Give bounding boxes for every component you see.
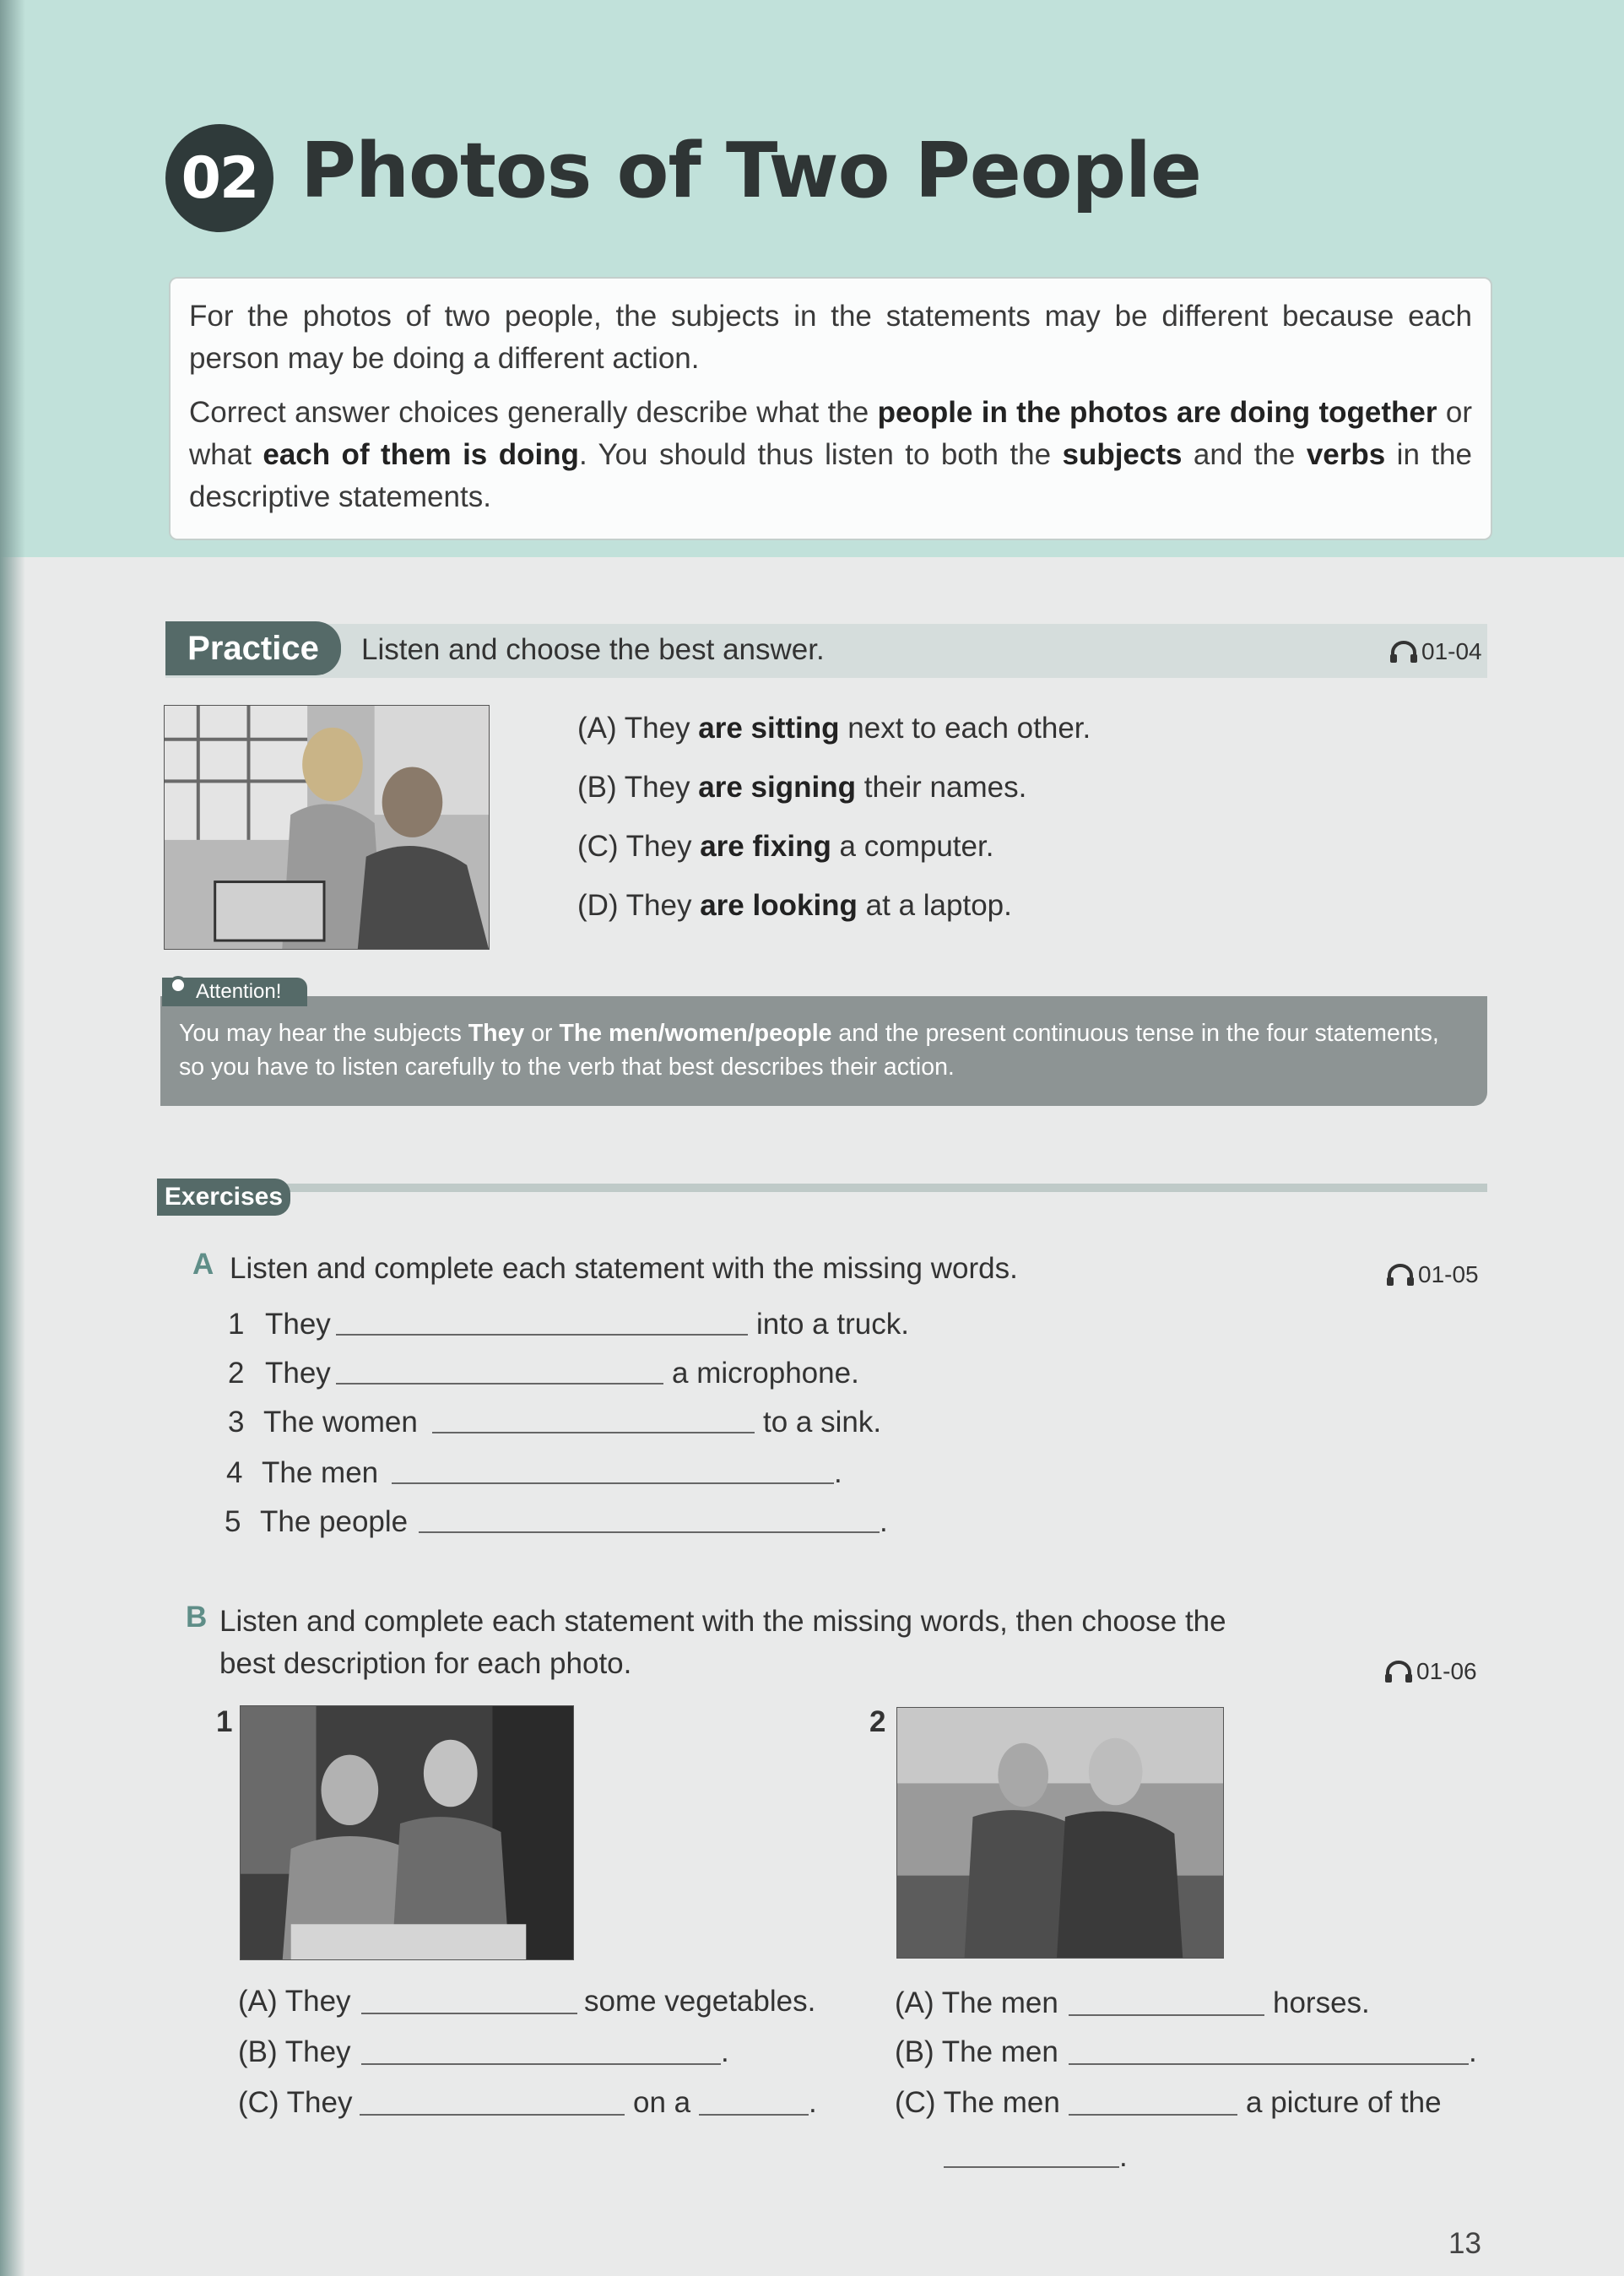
intro-text: Correct answer choices generally describe what the [189, 396, 878, 429]
photo2-option-b-after: . [1469, 2035, 1477, 2068]
choice-c[interactable] [577, 826, 1091, 885]
page-number: 13 [1448, 2227, 1481, 2260]
choice-verb: are sitting [698, 712, 840, 745]
headphones-icon [1386, 1264, 1415, 1286]
intro-text: and the [1182, 438, 1307, 471]
exercises-label: Exercises [157, 1179, 290, 1216]
choice-verb: are signing [698, 771, 856, 804]
item-a3-blank[interactable] [432, 1432, 755, 1433]
item-a3-after: to a sink. [763, 1406, 882, 1439]
lesson-number-badge: 02 [165, 124, 273, 232]
item-a4-blank[interactable] [392, 1482, 834, 1484]
attention-bold: The men/women/people [559, 1020, 832, 1047]
photo-2-number: 2 [869, 1705, 886, 1738]
item-a3-subject: The women [263, 1406, 418, 1439]
attention-text: or [524, 1020, 560, 1047]
photo2-option-b-label: (B) The men [895, 2035, 1058, 2068]
item-a2-blank[interactable] [336, 1383, 663, 1385]
headphones-icon [1384, 1661, 1413, 1683]
item-a5-blank[interactable] [419, 1531, 880, 1533]
photo2-option-a-label: (A) The men [895, 1986, 1058, 2019]
photo2-option-c-continuation-blank[interactable] [944, 2166, 1119, 2168]
practice-choices [577, 707, 1091, 944]
choice-text: (B) They [577, 771, 699, 804]
choice-text: (C) They [577, 830, 701, 863]
choice-b[interactable] [577, 767, 1091, 826]
item-a4-number: 4 [226, 1456, 243, 1489]
photo1-option-c-label: (C) They [238, 2086, 353, 2119]
section-b-instruction-line1: Listen and complete each statement with the missing words, then choose the [219, 1605, 1226, 1638]
choice-verb: are fixing [700, 830, 831, 863]
audio-track-number: 01-04 [1421, 638, 1482, 664]
attention-label: Attention! [162, 978, 307, 1006]
photo2-option-b-blank[interactable] [1069, 2063, 1469, 2065]
section-b-instruction-line2: best description for each photo. [219, 1647, 632, 1680]
photo1-option-a-label: (A) They [238, 1985, 351, 2018]
audio-track-number: 01-06 [1416, 1658, 1477, 1684]
photo2-option-c-blank[interactable] [1069, 2114, 1237, 2116]
photo1-option-b-blank[interactable] [361, 2063, 721, 2065]
headphones-icon [1389, 641, 1418, 663]
magnifier-icon [167, 974, 194, 1001]
item-a1-after: into a truck. [756, 1308, 909, 1341]
photo1-option-a-after: some vegetables. [584, 1985, 816, 2018]
photo2-option-c-label: (C) The men [895, 2086, 1060, 2119]
section-a-letter: A [192, 1248, 214, 1281]
intro-text: or what [189, 396, 1472, 471]
exercise-photo-1 [240, 1705, 574, 1960]
section-a-audio-track[interactable] [1386, 1261, 1479, 1288]
choice-verb: are looking [700, 889, 858, 922]
intro-bold: each of them is doing [263, 438, 579, 471]
item-a1-number: 1 [228, 1308, 245, 1341]
item-a1-subject: They [265, 1308, 331, 1341]
section-b-letter: B [186, 1601, 208, 1634]
photo1-option-c-blank-1[interactable] [360, 2114, 625, 2116]
intro-paragraph-2 [189, 392, 1472, 518]
attention-text: You may hear the subjects [179, 1020, 468, 1047]
intro-paragraph-1: For the photos of two people, the subjects in the statements may be different because each person may be doing a different action. [189, 300, 1472, 375]
photo2-option-a-blank[interactable] [1069, 2014, 1264, 2016]
choice-text: at a laptop. [857, 889, 1012, 922]
item-a2-number: 2 [228, 1357, 245, 1390]
photo-placeholder-icon [241, 1706, 573, 1959]
section-b-instruction [219, 1601, 1226, 1685]
page-edge-shadow [0, 0, 25, 2276]
practice-audio-track[interactable] [1389, 638, 1482, 665]
item-a2-subject: They [265, 1357, 331, 1390]
section-b-audio-track[interactable] [1384, 1658, 1477, 1685]
intro-bold: subjects [1062, 438, 1183, 471]
choice-text: next to each other. [839, 712, 1091, 745]
choice-a[interactable] [577, 707, 1091, 767]
attention-box [160, 996, 1487, 1106]
photo2-option-a-after: horses. [1273, 1986, 1370, 2019]
photo1-option-b-after: . [721, 2035, 729, 2068]
photo1-option-c-after: . [809, 2086, 817, 2119]
item-a2-after: a microphone. [672, 1357, 859, 1390]
exercises-rule [279, 1184, 1487, 1192]
item-a5-number: 5 [225, 1505, 241, 1538]
intro-text: . You should thus listen to both the [578, 438, 1063, 471]
item-a1-blank[interactable] [336, 1334, 748, 1336]
attention-bold: They [468, 1020, 525, 1047]
intro-bold: people in the photos are doing together [877, 396, 1437, 429]
photo1-option-a-blank[interactable] [361, 2013, 577, 2014]
intro-bold: verbs [1306, 438, 1386, 471]
lesson-title: Photos of Two People [300, 127, 1201, 215]
choice-text: a computer. [831, 830, 994, 863]
photo2-option-c-continuation-end: . [1119, 2140, 1128, 2173]
choice-text: (A) They [577, 712, 699, 745]
photo-placeholder-icon [897, 1708, 1223, 1958]
photo2-option-c-after: a picture of the [1246, 2086, 1442, 2119]
photo-1-number: 1 [216, 1705, 233, 1738]
item-a3-number: 3 [228, 1406, 245, 1439]
practice-instruction: Listen and choose the best answer. [361, 633, 825, 666]
photo-placeholder-icon [165, 706, 489, 949]
exercise-photo-2 [896, 1707, 1224, 1959]
attention-text: and the present continuous tense in the four statements, so you have to listen carefully to the verb that best describes their action. [179, 1020, 1439, 1081]
photo1-option-b-label: (B) They [238, 2035, 351, 2068]
practice-label: Practice [165, 621, 341, 675]
choice-text: their names. [856, 771, 1027, 804]
intro-box [169, 277, 1492, 540]
choice-d[interactable] [577, 885, 1091, 944]
item-a4-after: . [834, 1456, 842, 1489]
item-a5-subject: The people [260, 1505, 409, 1538]
item-a4-subject: The men [262, 1456, 379, 1489]
section-a-instruction: Listen and complete each statement with the missing words. [230, 1252, 1018, 1285]
item-a5-after: . [880, 1505, 888, 1538]
audio-track-number: 01-05 [1418, 1261, 1479, 1287]
practice-photo [164, 705, 490, 950]
photo1-option-c-mid: on a [633, 2086, 691, 2119]
intro-text: in the descriptive statements. [189, 438, 1472, 513]
choice-text: (D) They [577, 889, 701, 922]
photo1-option-c-blank-2[interactable] [699, 2114, 809, 2116]
